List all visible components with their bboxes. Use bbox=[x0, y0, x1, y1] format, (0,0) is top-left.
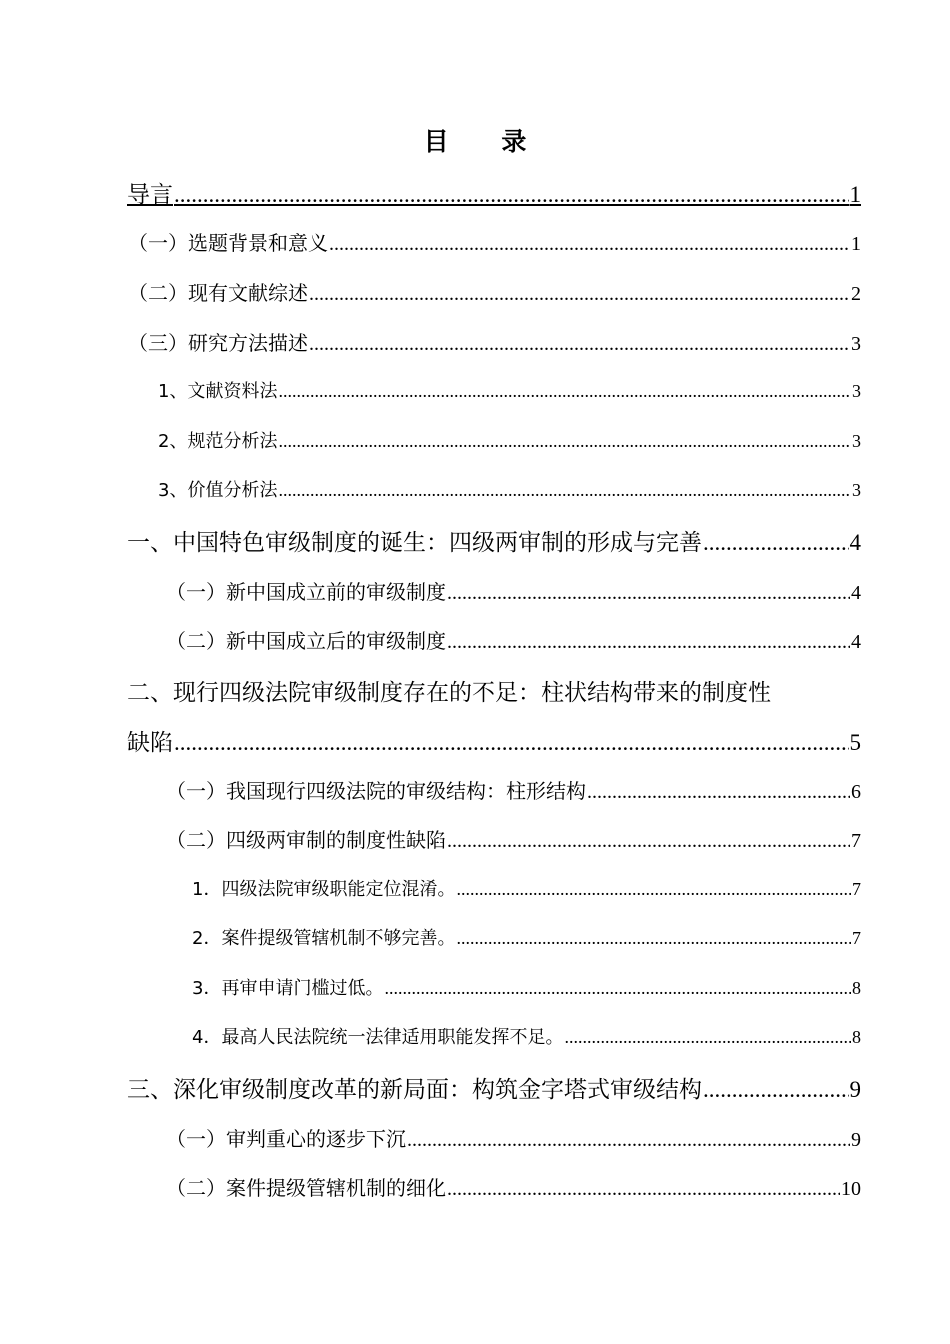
toc-leader-dots bbox=[703, 1077, 849, 1103]
toc-page-number: 3 bbox=[852, 480, 861, 500]
toc-entry-label: 4．最高人民法院统一法律适用职能发挥不足。 bbox=[192, 1027, 564, 1048]
toc-entry[interactable] bbox=[166, 1123, 861, 1152]
toc-entry-label: （一）审判重心的逐步下沉 bbox=[166, 1127, 406, 1151]
toc-leader-dots bbox=[703, 530, 849, 556]
toc-leader-dots bbox=[447, 1178, 840, 1201]
toc-leader-dots bbox=[174, 730, 849, 756]
toc-entry-label: 3．再审申请门槛过低。 bbox=[192, 978, 384, 999]
toc-entry-label: 三、深化审级制度改革的新局面：构筑金字塔式审级结构 bbox=[127, 1077, 702, 1103]
toc-page-number: 8 bbox=[852, 1027, 861, 1047]
toc-entry-label: （二）案件提级管辖机制的细化 bbox=[166, 1176, 446, 1200]
toc-leader-dots bbox=[278, 431, 851, 452]
toc-entry[interactable] bbox=[166, 625, 861, 654]
toc-page-number: 4 bbox=[851, 631, 861, 653]
toc-page-number: 1 bbox=[851, 233, 861, 255]
toc-page-number: 5 bbox=[849, 730, 861, 755]
toc-leader-dots bbox=[407, 1129, 850, 1152]
toc-entry[interactable] bbox=[158, 476, 861, 502]
toc-page-number: 7 bbox=[851, 830, 861, 852]
toc-entry-label: （二）现有文献综述 bbox=[128, 281, 308, 305]
toc-entry[interactable] bbox=[128, 277, 861, 306]
toc-entry[interactable] bbox=[127, 1071, 861, 1104]
toc-entry[interactable] bbox=[192, 1023, 861, 1049]
toc-entry-label: 1、文献资料法 bbox=[158, 381, 278, 402]
toc-entry-label: （二）四级两审制的制度性缺陷 bbox=[166, 828, 446, 852]
toc-leader-dots bbox=[309, 333, 850, 356]
toc-entry-label: （二）新中国成立后的审级制度 bbox=[166, 629, 446, 653]
toc-page-number: 4 bbox=[849, 530, 861, 555]
toc-entry[interactable] bbox=[192, 924, 861, 950]
toc-leader-dots bbox=[278, 381, 851, 402]
toc-entry-label: （一）我国现行四级法院的审级结构：柱形结构 bbox=[166, 779, 586, 803]
toc-page-number: 7 bbox=[852, 928, 861, 948]
toc-page-number: 10 bbox=[841, 1178, 861, 1200]
toc-entry-label: 一、中国特色审级制度的诞生：四级两审制的形成与完善 bbox=[127, 530, 702, 556]
toc-leader-dots bbox=[384, 978, 851, 999]
toc-leader-dots bbox=[564, 1027, 851, 1048]
toc-page-number: 7 bbox=[852, 879, 861, 899]
toc-page-number: 3 bbox=[852, 431, 861, 451]
toc-leader-dots bbox=[587, 781, 850, 804]
toc-entry[interactable] bbox=[192, 974, 861, 1000]
toc-entry-label: 2．案件提级管辖机制不够完善。 bbox=[192, 928, 456, 949]
toc-leader-dots bbox=[447, 582, 850, 605]
toc-entry[interactable] bbox=[158, 427, 861, 453]
toc-entry-label: （一）新中国成立前的审级制度 bbox=[166, 580, 446, 604]
toc-entry-label: 3、价值分析法 bbox=[158, 480, 278, 501]
toc-leader-dots bbox=[456, 879, 851, 900]
toc-page-number: 3 bbox=[851, 333, 861, 355]
toc-entry[interactable] bbox=[166, 1172, 861, 1201]
toc-page-number: 9 bbox=[851, 1129, 861, 1151]
toc-entry[interactable] bbox=[158, 377, 861, 403]
toc-entry[interactable] bbox=[127, 724, 861, 757]
toc-entry[interactable] bbox=[128, 227, 861, 256]
toc-leader-dots bbox=[329, 233, 850, 256]
toc-leader-dots bbox=[456, 928, 851, 949]
toc-entry-label: 2、规范分析法 bbox=[158, 431, 278, 452]
toc-entry-intro[interactable] bbox=[127, 176, 861, 209]
toc-entry[interactable] bbox=[166, 576, 861, 605]
toc-leader-dots bbox=[174, 182, 849, 208]
toc-entry-label: 缺陷 bbox=[127, 730, 173, 756]
toc-leader-dots bbox=[309, 283, 850, 306]
toc-leader-dots bbox=[278, 480, 851, 501]
toc-page-number: 4 bbox=[851, 582, 861, 604]
toc-page-number: 3 bbox=[852, 381, 861, 401]
toc-entry[interactable] bbox=[128, 327, 861, 356]
toc-entry[interactable] bbox=[127, 524, 861, 557]
toc-leader-dots bbox=[447, 631, 850, 654]
toc-entry[interactable] bbox=[166, 775, 861, 804]
toc-entry-label: （三）研究方法描述 bbox=[128, 331, 308, 355]
toc-entry-label: 1．四级法院审级职能定位混淆。 bbox=[192, 879, 456, 900]
toc-page-number: 1 bbox=[849, 182, 861, 207]
toc-leader-dots bbox=[447, 830, 850, 853]
toc-entry[interactable] bbox=[166, 824, 861, 853]
toc-entry-label: （一）选题背景和意义 bbox=[128, 231, 328, 255]
toc-entry-label: 导言 bbox=[127, 182, 173, 208]
page-title: 目 录 bbox=[423, 127, 549, 156]
toc-page-number: 2 bbox=[851, 283, 861, 305]
toc-entry[interactable] bbox=[192, 875, 861, 901]
toc-entry-label-line1[interactable]: 二、现行四级法院审级制度存在的不足：柱状结构带来的制度性 bbox=[127, 680, 771, 706]
toc-page-number: 8 bbox=[852, 978, 861, 998]
toc-page-number: 9 bbox=[849, 1077, 861, 1102]
toc-page-number: 6 bbox=[851, 781, 861, 803]
